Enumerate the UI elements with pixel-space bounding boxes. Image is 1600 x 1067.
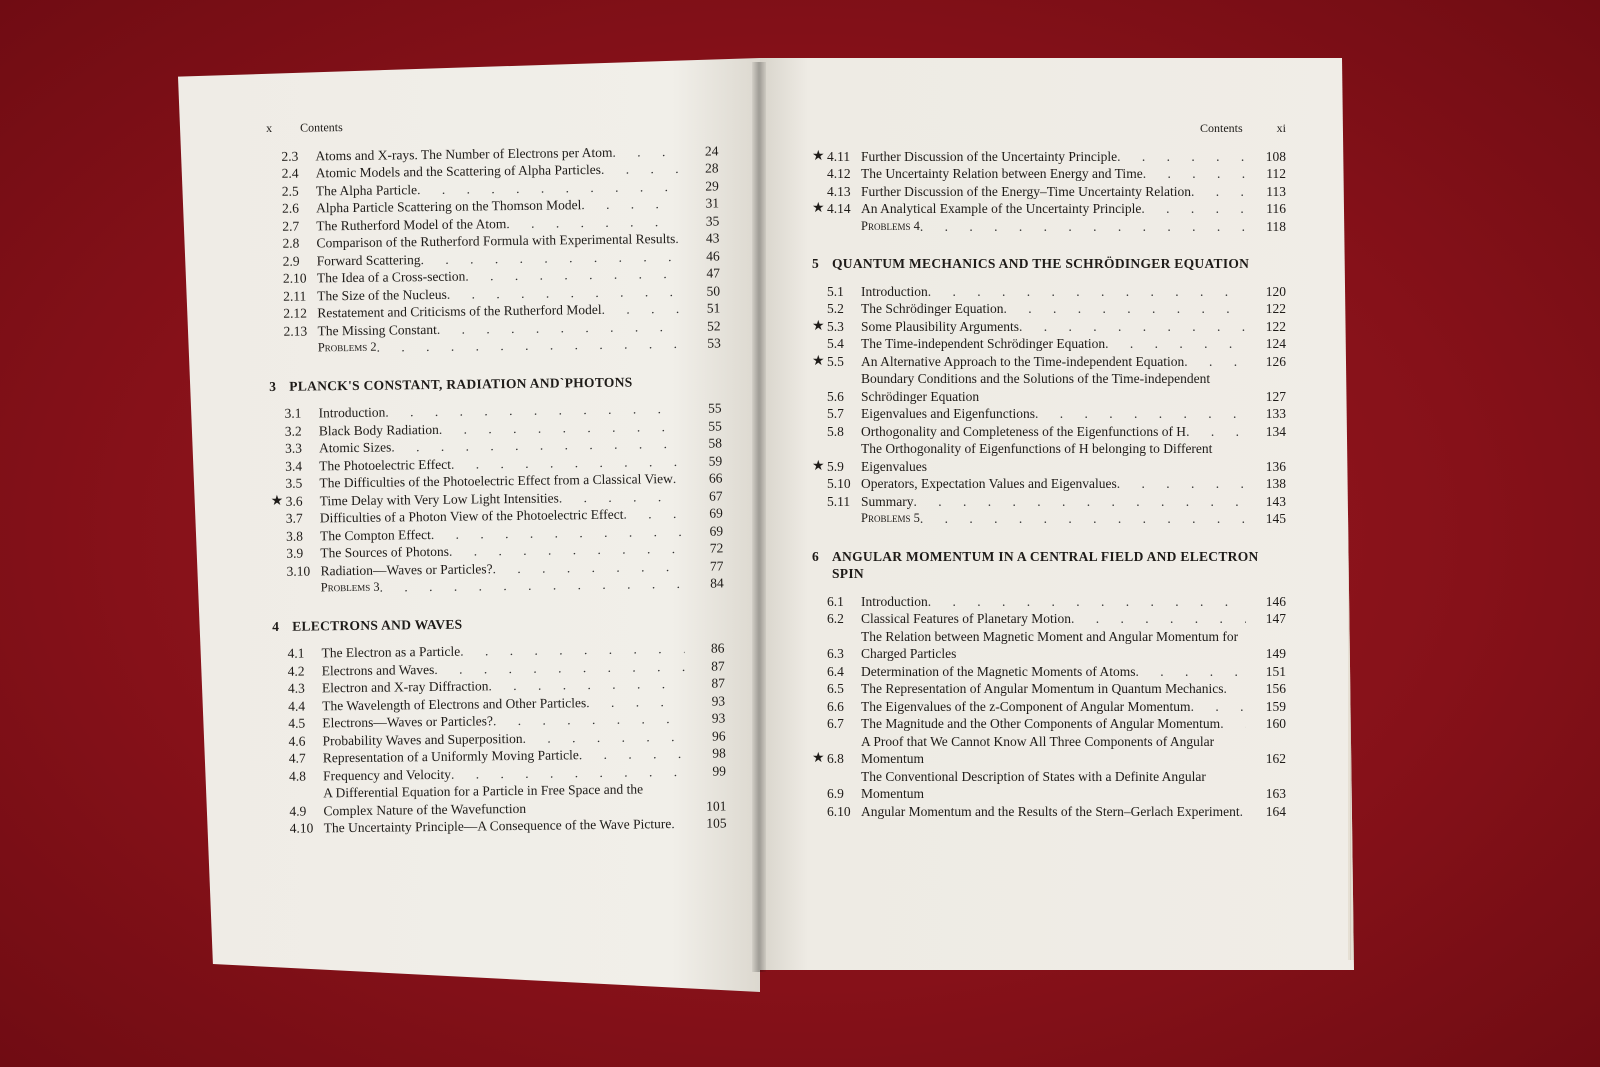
section-title: The Photoelectric Effect	[319, 456, 452, 473]
toc-entry	[812, 148, 1286, 166]
section-title: Angular Momentum and the Results of the Stern–Gerlach Experiment	[861, 803, 1240, 819]
page-number: 84	[710, 575, 724, 591]
toc-entry	[812, 493, 1286, 511]
running-head-title: Contents	[300, 120, 343, 135]
section-title: Difficulties of a Photon View of the Photoelectric Effect	[319, 506, 624, 526]
toc-list	[812, 283, 1286, 528]
section-title: The Relation between Magnetic Moment and Angular Momentum for Charged Particles	[861, 628, 1239, 661]
page-number: 35	[705, 212, 720, 229]
section-title: Representation of a Uniformly Moving Particle	[322, 747, 579, 766]
section-number: 2.6	[281, 200, 300, 216]
page-number-left: x	[266, 120, 273, 135]
section-number: 3.2	[284, 423, 302, 439]
section-title: Atoms and X-rays. The Number of Electrons per Atom	[315, 144, 613, 163]
section-title: Further Discussion of the Energy–Time Uncertainty Relation	[861, 183, 1191, 199]
running-head-title: Contents	[1199, 121, 1243, 135]
dot-leader	[673, 470, 683, 488]
toc-entry	[812, 768, 1286, 803]
dot-leader	[579, 745, 686, 764]
section-title: Probability Waves and Superposition	[322, 730, 523, 748]
chapter-heading	[269, 372, 721, 395]
section-number: 2.13	[283, 323, 308, 339]
toc-entry	[812, 200, 1286, 218]
section-number: 3.4	[285, 458, 303, 474]
page-number: 98	[712, 745, 726, 761]
section-number: 5.9	[827, 458, 844, 474]
section-number: 5.2	[827, 301, 844, 316]
dot-leader	[506, 212, 679, 232]
chapter-number: 4	[272, 618, 280, 634]
section-number: 5.7	[827, 406, 844, 421]
section-title: Determination of the Magnetic Moments of Atoms	[861, 663, 1136, 679]
page-number: 149	[1265, 646, 1286, 661]
toc-entry	[812, 335, 1286, 353]
section-number: 4.9	[289, 803, 307, 819]
section-title: The Difficulties of the Photoelectric Effect from a Classical View	[319, 471, 673, 491]
page-number: 93	[711, 710, 726, 726]
section-title: The Sources of Photons	[320, 543, 449, 561]
dot-leader	[914, 493, 1247, 511]
page-number: 67	[709, 487, 723, 504]
section-number: 3.3	[284, 440, 302, 456]
page-number: 122	[1265, 318, 1286, 334]
dot-leader	[377, 335, 681, 356]
toc-entry	[812, 370, 1286, 405]
toc-list	[272, 639, 726, 837]
section-title: Atomic Models and the Scattering of Alpha Particles	[315, 161, 602, 181]
section-number: 4.7	[288, 750, 306, 766]
chapter-title: ANGULAR MOMENTUM IN A CENTRAL FIELD AND ELECTRON SPIN	[832, 548, 1259, 581]
section-title: An Analytical Example of the Uncertainty Principle	[861, 201, 1142, 216]
section-title: Atomic Sizes	[318, 439, 392, 456]
section-number: 6.5	[827, 681, 844, 696]
page-number: 69	[709, 505, 723, 521]
section-number: 6.2	[827, 611, 844, 626]
page-number: 164	[1265, 803, 1286, 819]
toc-entry	[812, 733, 1286, 768]
toc-entry	[812, 680, 1286, 698]
page-number: 138	[1265, 476, 1286, 491]
dot-leader	[1141, 200, 1246, 218]
section-number: 6.3	[827, 646, 844, 661]
section-number: 2.4	[281, 165, 299, 181]
toc-entry	[812, 423, 1286, 441]
section-title: The Wavelength of Electrons and Other Particles	[322, 694, 587, 713]
chapter-number: 3	[269, 378, 277, 394]
page-number: 24	[704, 142, 719, 159]
section-number: 6.7	[827, 716, 844, 731]
section-title: The Schrödinger Equation	[861, 301, 1004, 316]
chapter-heading	[812, 255, 1286, 273]
section-title: Classical Features of Planetary Motion	[861, 611, 1071, 626]
page-number: 151	[1265, 663, 1286, 679]
page-number: 93	[711, 692, 726, 709]
toc-entry	[812, 663, 1286, 681]
dot-leader	[379, 575, 683, 596]
section-number: 4.8	[288, 768, 306, 784]
toc-entry	[812, 318, 1286, 336]
book-gutter	[752, 62, 766, 972]
section-number: 4.6	[288, 733, 306, 749]
star-marker: ★	[812, 458, 825, 474]
problems-entry	[812, 218, 1286, 236]
dot-leader	[671, 815, 687, 833]
section-title: Forward Scattering	[316, 251, 421, 268]
section-number: 5.6	[827, 388, 844, 404]
section-title: Introduction	[861, 593, 928, 609]
section-title: Some Plausibility Arguments	[861, 318, 1020, 334]
page-number: 87	[711, 657, 725, 674]
section-title: Black Body Radiation	[318, 421, 439, 438]
star-marker: ★	[812, 318, 825, 334]
section-title: The Orthogonality of Eigenfunctions of H belonging to Different Eigenvalues	[861, 441, 1213, 474]
section-number: 2.7	[282, 218, 300, 234]
section-number: 5.11	[827, 493, 851, 509]
dot-leader	[920, 218, 1246, 236]
page-number: 99	[712, 762, 727, 779]
section-title: A Proof that We Cannot Know All Three Components of Angular Momentum	[861, 733, 1215, 766]
dot-leader	[1117, 148, 1246, 166]
page-number: 96	[711, 727, 726, 744]
page-number: 143	[1265, 493, 1286, 509]
section-title: The Rutherford Model of the Atom	[316, 215, 507, 233]
section-number: 5.1	[827, 283, 844, 299]
section-number: 6.6	[827, 698, 844, 714]
chapter-number: 5	[812, 256, 820, 271]
toc-entry	[274, 779, 726, 820]
section-title: Problems 4	[861, 218, 920, 233]
page-number: 160	[1265, 716, 1286, 731]
page-number: 28	[705, 160, 719, 176]
chapter-number: 6	[812, 548, 820, 564]
dot-leader	[1003, 300, 1246, 318]
dot-leader	[1117, 475, 1246, 493]
toc-list	[266, 142, 721, 358]
section-number: 5.5	[827, 353, 844, 369]
page-number: 159	[1265, 698, 1286, 714]
left-page-contents	[266, 114, 727, 837]
page-number: 55	[708, 417, 722, 434]
page-number: 108	[1265, 148, 1286, 164]
toc-entry	[812, 803, 1286, 821]
problems-entry	[812, 510, 1286, 528]
section-title: Summary	[861, 493, 914, 509]
page-number: 86	[710, 640, 725, 656]
toc-entry	[812, 440, 1286, 475]
section-title: Problems 2	[317, 339, 377, 355]
section-number: 6.1	[827, 593, 844, 609]
page-number: 136	[1265, 458, 1286, 474]
section-title: Frequency and Velocity	[322, 766, 452, 783]
section-number: 5.8	[827, 423, 844, 439]
section-title: Restatement and Criticisms of the Rutherford Model	[317, 301, 602, 321]
page-number: 133	[1265, 406, 1286, 421]
section-title: Alpha Particle Scattering on the Thomson Model	[315, 197, 582, 216]
dot-leader	[1184, 353, 1246, 371]
section-number: 3.9	[286, 545, 304, 561]
toc-list	[269, 399, 723, 597]
chapter-title: PLANCK'S CONSTANT, RADIATION AND`PHOTONS	[289, 374, 633, 394]
page-number: 162	[1265, 751, 1286, 766]
dot-leader	[1143, 165, 1246, 183]
page-number: 118	[1266, 218, 1286, 234]
toc-entry	[812, 283, 1286, 301]
dot-leader	[1105, 335, 1246, 353]
page-number: 52	[706, 317, 721, 334]
section-number: 2.12	[283, 305, 308, 321]
page-number: 50	[706, 282, 721, 299]
section-title: The Time-independent Schrödinger Equation	[861, 336, 1106, 351]
section-number: 3.8	[285, 528, 304, 544]
star-marker: ★	[812, 148, 825, 164]
toc-entry	[812, 610, 1286, 628]
page-number: 46	[706, 247, 720, 264]
dot-leader	[612, 142, 678, 160]
section-number: 2.3	[281, 148, 299, 164]
section-title: Electron and X-ray Diffraction	[321, 678, 489, 696]
section-number: 4.1	[287, 645, 305, 661]
running-head-right	[812, 120, 1286, 138]
section-title: Eigenvalues and Eigenfunctions	[861, 406, 1035, 421]
section-title: Further Discussion of the Uncertainty Principle	[861, 148, 1118, 164]
toc-entry	[812, 165, 1286, 183]
section-number: 4.3	[287, 680, 305, 696]
page-number: 43	[705, 230, 720, 246]
section-number: 4.4	[288, 698, 306, 714]
page-number: 66	[708, 470, 723, 486]
section-number: 3.5	[285, 475, 303, 491]
page-number: 51	[706, 300, 721, 316]
toc-entry	[812, 300, 1286, 318]
dot-leader	[1191, 183, 1246, 201]
section-number: 5.4	[827, 336, 844, 351]
section-title: The Magnitude and the Other Components of Angular Momentum	[861, 716, 1221, 731]
page-number: 47	[706, 265, 720, 281]
dot-leader	[601, 300, 680, 318]
section-title: The Representation of Angular Momentum in Quantum Mechanics	[861, 681, 1224, 696]
section-number: 2.5	[281, 183, 299, 199]
section-title: Radiation—Waves or Particles?	[320, 560, 493, 578]
section-number: 5.10	[827, 476, 851, 491]
page-number: 122	[1265, 301, 1286, 316]
page-number: 53	[707, 335, 721, 351]
section-title: The Uncertainty Principle—A Consequence of the Wave Picture	[323, 816, 672, 836]
page-number: 113	[1266, 183, 1286, 199]
section-number: 5.3	[827, 318, 844, 334]
page-number: 58	[708, 435, 723, 451]
section-number: 6.9	[827, 786, 844, 801]
section-number: 4.14	[827, 201, 851, 216]
dot-leader	[581, 195, 679, 214]
section-title: A Differential Equation for a Particle in Free Space and the Complex Nature of the Wavefunction	[323, 781, 644, 818]
section-number: 3.1	[284, 405, 302, 421]
star-marker: ★	[812, 353, 825, 369]
toc-entry	[812, 628, 1286, 663]
page-number: 126	[1265, 353, 1286, 369]
section-title: Electrons and Waves	[321, 661, 435, 678]
page-number: 59	[708, 452, 723, 469]
toc-entry	[812, 183, 1286, 201]
section-number: 2.9	[282, 253, 300, 269]
dot-leader	[928, 593, 1246, 611]
section-number: 4.13	[827, 183, 851, 199]
section-number: 3.7	[285, 510, 303, 526]
section-title: Operators, Expectation Values and Eigenvalues	[861, 476, 1117, 491]
page-number: 69	[709, 522, 724, 539]
page-number: 163	[1265, 786, 1286, 801]
star-marker: ★	[812, 201, 825, 216]
section-title: Electrons—Waves or Particles?	[322, 713, 494, 731]
page-number-right: xi	[1276, 121, 1286, 135]
dot-leader	[928, 283, 1246, 301]
section-number: 6.8	[827, 751, 844, 766]
section-number: 6.4	[827, 663, 844, 679]
dot-leader	[1186, 423, 1246, 441]
page-number: 134	[1265, 423, 1286, 439]
page-edge	[1348, 68, 1358, 960]
dot-leader	[1220, 715, 1246, 733]
toc-list	[812, 593, 1286, 821]
section-title: Problems 5	[861, 511, 920, 525]
page-number: 116	[1266, 201, 1286, 216]
section-number: 4.5	[288, 715, 306, 731]
section-number: 2.8	[282, 235, 300, 251]
page-number: 146	[1265, 593, 1286, 609]
chapter-heading	[272, 612, 724, 635]
section-number: 3.10	[286, 562, 311, 579]
page-number: 72	[709, 540, 724, 556]
section-number: 4.2	[287, 663, 305, 679]
dot-leader	[1019, 318, 1246, 336]
page-number: 112	[1266, 166, 1286, 181]
dot-leader	[920, 510, 1246, 528]
star-marker: ★	[812, 751, 825, 766]
chapter-title: QUANTUM MECHANICS AND THE SCHRÖDINGER EQUATION	[832, 256, 1250, 271]
section-title: The Electron as a Particle	[321, 643, 461, 661]
page-number: 120	[1265, 283, 1286, 299]
dot-leader	[623, 505, 683, 523]
section-title: An Alternative Approach to the Time-independent Equation	[861, 353, 1185, 369]
page-number: 124	[1265, 336, 1286, 351]
right-page-contents	[812, 120, 1286, 820]
section-title: The Uncertainty Relation between Energy and Time	[861, 166, 1143, 181]
page-number: 55	[707, 400, 722, 416]
page-number: 31	[705, 195, 720, 211]
section-title: The Missing Constant	[317, 321, 437, 338]
page-number: 156	[1265, 681, 1286, 696]
page-number: 147	[1265, 611, 1286, 626]
page-number: 87	[711, 675, 726, 691]
section-title: Orthogonality and Completeness of the Eigenfunctions of H	[861, 423, 1187, 439]
section-title: Comparison of the Rutherford Formula with Experimental Results	[316, 231, 676, 251]
page-number: 127	[1265, 388, 1286, 404]
section-title: The Idea of a Cross-section	[316, 268, 466, 286]
section-number: 4.10	[289, 820, 314, 836]
star-marker: ★	[270, 493, 284, 509]
section-title: The Eigenvalues of the z-Component of Angular Momentum	[861, 698, 1191, 714]
dot-leader	[1035, 405, 1246, 423]
dot-leader	[1191, 698, 1246, 716]
page-number: 77	[709, 557, 724, 574]
dot-leader	[586, 692, 685, 711]
toc-entry	[812, 715, 1286, 733]
section-number: 4.12	[827, 166, 851, 181]
page-number: 145	[1265, 511, 1286, 526]
section-title: The Alpha Particle	[315, 181, 418, 198]
page-number: 29	[705, 177, 719, 194]
dot-leader	[601, 160, 679, 178]
section-title: The Compton Effect	[319, 526, 431, 543]
section-title: Introduction	[318, 404, 386, 421]
toc-entry	[812, 405, 1286, 423]
page-number: 105	[706, 815, 727, 831]
dot-leader	[1135, 663, 1246, 681]
chapter-heading	[812, 548, 1286, 583]
toc-entry	[812, 353, 1286, 371]
section-title: The Conventional Description of States with a Definite Angular Momentum	[861, 768, 1206, 801]
dot-leader	[559, 487, 683, 506]
dot-leader	[1224, 680, 1246, 698]
dot-leader	[1071, 610, 1246, 628]
section-title: Introduction	[861, 283, 928, 299]
section-title: Time Delay with Very Low Light Intensities	[319, 489, 559, 508]
section-number: 3.6	[285, 493, 303, 509]
section-title: Problems 3	[320, 579, 380, 595]
toc-entry	[812, 698, 1286, 716]
section-title: Boundary Conditions and the Solutions of the Time-independent Schrödinger Equation	[861, 371, 1211, 404]
section-number: 6.10	[827, 803, 851, 819]
chapter-title: ELECTRONS AND WAVES	[292, 616, 463, 634]
section-number: 2.11	[283, 288, 307, 304]
toc-entry	[812, 593, 1286, 611]
dot-leader	[522, 727, 685, 746]
section-title: The Size of the Nucleus	[317, 286, 447, 303]
section-number: 2.10	[282, 270, 307, 286]
toc-entry	[812, 475, 1286, 493]
toc-list	[812, 148, 1286, 236]
page-number: 101	[706, 797, 727, 814]
section-number: 4.11	[827, 148, 851, 164]
